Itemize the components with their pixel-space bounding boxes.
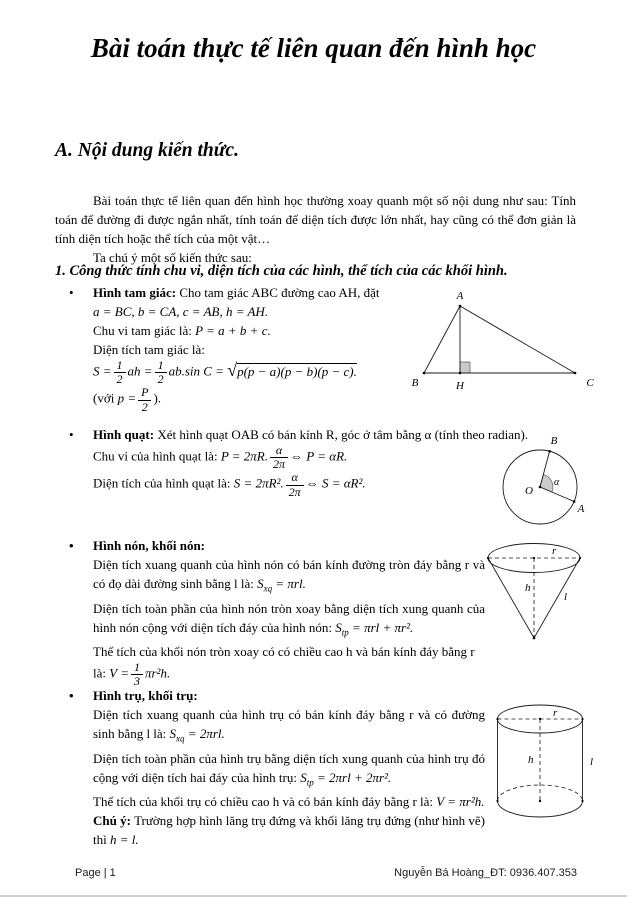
fraction-alpha-over-2pi: $\frac{\alpha}{2\pi}$ — [270, 444, 288, 471]
fraction-one-third: $\frac{1}{3}$ — [131, 661, 143, 688]
cylinder-lateral-area-line: Diện tích xuang quanh của hình trụ có bán kính đáy bằng r và có đường sinh bằng l là: $S_{xq} = 2\pi rl$. — [93, 707, 485, 744]
center-label-O: O — [525, 485, 533, 497]
sector-area-line: Diện tích của hình quạt là: S = 2πR². $\frac{\alpha}{2\pi}$ ⇔ S = αR². — [93, 470, 366, 499]
vertex-label-A: A — [456, 290, 464, 302]
note-label: Chú ý: — [93, 813, 131, 829]
cylinder-stp-formula: $S_{tp} = 2\pi rl + 2\pi r^2$. — [300, 769, 392, 788]
fraction-alpha-over-2pi: $\frac{\alpha}{2\pi}$ — [286, 471, 304, 498]
triangle-intro: Cho tam giác ABC đường cao AH, đặt — [179, 285, 380, 300]
cone-volume-formula: là: V = $\frac{1}{3}$ πr²h. — [93, 660, 171, 689]
height-label-h: h — [525, 582, 531, 594]
triangle-perimeter-label: Chu vi tam giác là: — [93, 323, 192, 338]
square-root: √ p(p − a)(p − b)(p − c). — [227, 361, 357, 381]
cylinder-section — [55, 686, 485, 849]
sector-figure — [496, 430, 606, 538]
cylinder-note-line: Chú ý: Trường hợp hình lăng trụ đứng và khối lăng trụ đứng (như hình vẽ) thì h = l. — [93, 813, 485, 848]
height-label-h: h — [528, 754, 534, 766]
fraction-one-half: $\frac{1}{2}$ — [155, 359, 167, 386]
radius-label-r: r — [553, 707, 558, 719]
foot-label-H: H — [456, 380, 464, 392]
cone-figure — [484, 538, 624, 648]
point-label-A: A — [577, 503, 585, 515]
vertex-label-B: B — [411, 377, 419, 389]
cone-volume-text: Thể tích của khối nón tròn xoay có có chiều cao h và bán kính đáy bằng r — [93, 644, 475, 660]
fraction-P-over-2: $\frac{P}{2}$ — [138, 386, 151, 413]
slant-label-l: l — [564, 591, 568, 603]
cone-stp-formula: $S_{tp} = \pi rl + \pi r^2$. — [335, 619, 414, 638]
triangle-heading: Hình tam giác: — [93, 285, 177, 300]
intro-note: Ta chú ý một số kiến thức sau: — [93, 250, 252, 265]
triangle-area-label: Diện tích tam giác là: — [93, 342, 205, 357]
vertex-label-C: C — [586, 377, 594, 389]
page-title: Bài toán thực tế liên quan đến hình học — [90, 33, 537, 63]
radius-label-r: r — [552, 545, 557, 557]
angle-label-alpha: α — [554, 477, 560, 488]
triangle-area-formula: S = $\frac{1}{2}$ ah = $\frac{1}{2}$ ab.sin C = √ p(p − a)(p − b)(p − c). — [55, 359, 411, 386]
triangle-note: (với p = $\frac{P}{2}$ ). — [93, 385, 162, 414]
cylinder-sxq-formula: $S_{xq} = 2\pi rl$. — [169, 726, 225, 744]
triangle-section — [55, 283, 411, 414]
triangle-definitions: a = BC, b = CA, c = AB, h = AH. — [93, 304, 269, 319]
section-1-heading: 1. Công thức tính chu vi, diện tích của các hình, thể tích của các khối hình. — [55, 263, 508, 279]
triangle-figure — [403, 286, 603, 396]
fraction-one-half: $\frac{1}{2}$ — [114, 359, 126, 386]
cylinder-figure — [490, 690, 625, 835]
sector-perimeter-line: Chu vi của hình quạt là: P = 2πR. $\frac{\alpha}{2\pi}$ ⇔ P = αR. — [93, 443, 348, 472]
sector-intro: Xét hình quạt OAB có bán kính R, góc ở tâm bằng α (tính theo radian). — [157, 427, 529, 442]
cylinder-total-area-line: Diện tích toàn phần của hình trụ bằng diện tích xung quanh của hình trụ đó cộng với diện tích hai đáy của hình trụ: $S_{tp} = 2\pi rl + 2\pi r^2$. — [93, 750, 485, 788]
triangle-perimeter-formula: P = a + b + c. — [195, 323, 271, 338]
side-label-l: l — [590, 756, 594, 768]
triangle-perimeter-line — [55, 321, 411, 340]
intro-paragraph: Bài toán thực tế liên quan đến hình học thường xoay quanh một số nội dung như sau: Tính toán để đường đi được ngắn nhất, tính toán để diện tích được lớn nhất, hay cũng có thể đơn giản là tính diện tích hoặc thể tích của một vật… — [55, 193, 576, 246]
cone-section — [55, 536, 485, 689]
cylinder-volume-line: Thể tích của khối trụ có chiều cao h và có bán kính đáy bằng r là: V = πr²h. — [93, 794, 485, 810]
sector-heading: Hình quạt: — [93, 427, 155, 442]
right-angle-marker — [460, 362, 470, 373]
point-label-B: B — [550, 435, 558, 447]
cone-heading: • Hình nón, khối nón: — [55, 536, 485, 555]
cone-sxq-formula: $S_{xq} = \pi rl$. — [257, 576, 306, 594]
page-number: Page | 1 — [75, 867, 116, 879]
sector-perimeter-label: Chu vi của hình quạt là: — [93, 448, 218, 464]
section-a-heading: A. Nội dung kiến thức. — [55, 140, 239, 161]
cylinder-heading: • Hình trụ, khối trụ: — [55, 686, 485, 705]
triangle-heading-line — [55, 283, 411, 302]
sector-area-label: Diện tích của hình quạt là: — [93, 476, 231, 492]
cone-total-area-line: Diện tích toàn phần của hình nón tròn xoay bằng diện tích xung quanh của hình nón cộng với diện tích đáy của hình nón: $S_{tp} = \pi rl + \pi r^2$. — [93, 600, 485, 638]
cone-lateral-area-line: Diện tích xuang quanh của hình nón có bán kính đường tròn đáy bằng r và có đọ dài đường sinh bằng l là: $S_{xq} = \pi rl$. — [93, 557, 485, 594]
author-contact: Nguyễn Bá Hoàng_ĐT: 0936.407.353 — [394, 867, 577, 879]
intro-paragraphs — [55, 191, 576, 267]
